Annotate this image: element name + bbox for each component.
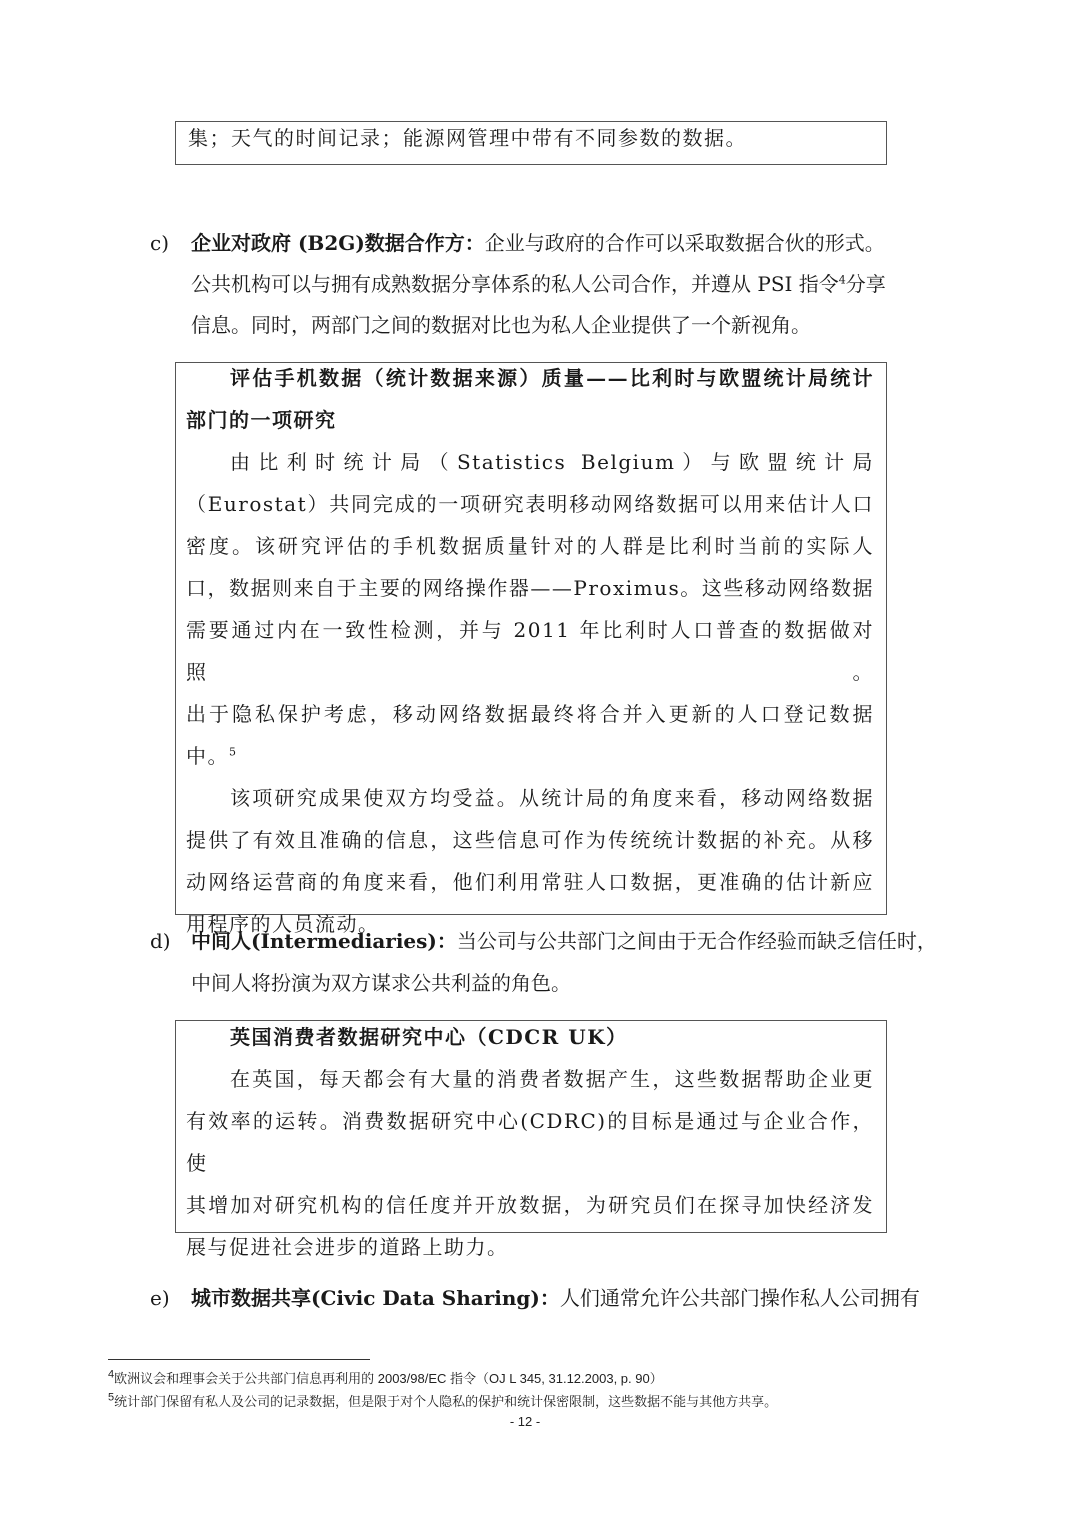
section-e-line-1: 城市数据共享(Civic Data Sharing)：人们通常允许公共部门操作私人公司拥有 [191,1286,920,1310]
case-text-line: 其增加对研究机构的信任度并开放数据，为研究员们在探寻加快经济发 [186,1193,874,1217]
case-text-line: 提供了有效且准确的信息，这些信息可作为传统统计数据的补充。从移 [186,828,874,852]
footnote-ref-5: 5 [229,745,238,759]
case-text-line: 展与促进社会进步的道路上助力。 [186,1235,509,1259]
case-box-belgium-content [186,357,874,945]
section-e-label: 城市数据共享(Civic Data Sharing)： [191,1286,560,1310]
case-text-line: 用程序的人员流动。 [186,912,380,936]
section-d-label: 中间人(Intermediaries)： [191,929,457,953]
section-d-line-2: 中间人将扮演为双方谋求公共利益的角色。 [191,971,571,995]
case-text-line: 密度。该研究评估的手机数据质量针对的人群是比利时当前的实际人 [186,534,874,558]
footnote-5: $^5$统计部门保留有私人及公司的记录数据，但是限于对个人隐私的保护和统计保密限制，这些数据不能与其他方共享。 [108,1391,778,1409]
text-box-top-content: 集；天气的时间记录；能源网管理中带有不同参数的数据。 [188,126,747,150]
case-text-line: 在英国，每天都会有大量的消费者数据产生，这些数据帮助企业更 [230,1067,874,1091]
case-text-line: 口，数据则来自于主要的网络操作器——Proximus。这些移动网络数据 [186,576,874,600]
footnote-ref-4: 4 [838,273,846,287]
section-c-label: 企业对政府 (B2G)数据合作方： [191,231,485,255]
case-title: 评估手机数据（统计数据来源）质量——比利时与欧盟统计局统计 [230,366,874,390]
section-c-line-3: 信息。同时，两部门之间的数据对比也为私人企业提供了一个新视角。 [191,313,811,337]
case-text-line: 需要通过内在一致性检测，并与 2011 年比利时人口普查的数据做对照。 [186,618,874,684]
case-text-line: （Eurostat）共同完成的一项研究表明移动网络数据可以用来估计人口 [186,492,874,516]
case-text-line: 有效率的运转。消费数据研究中心(CDRC)的目标是通过与企业合作，使 [186,1109,874,1175]
case-text-line: 出于隐私保护考虑，移动网络数据最终将合并入更新的人口登记数据 [186,702,874,726]
case-text-line: 动网络运营商的角度来看，他们利用常驻人口数据，更准确的估计新应 [186,870,874,894]
section-c-line-1 [191,222,885,264]
footnote-4: $^4$欧洲议会和理事会关于公共部门信息再利用的 2003/98/EC 指令（OJ L 345, 31.12.2003, p. 90） [108,1368,663,1386]
section-c-line-2: 公共机构可以与拥有成熟数据分享体系的私人公司合作，并遵从 PSI 指令$^4$分享 [191,272,886,296]
section-c-marker: c) [150,231,170,255]
case-text-line: 该项研究成果使双方均受益。从统计局的角度来看，移动网络数据 [230,786,874,810]
section-e-marker: e) [150,1286,170,1310]
case-text-line: 中。$^5$ [186,744,238,768]
case-text-line: 由比利时统计局（Statistics Belgium）与欧盟统计局 [230,450,874,474]
section-c-text-1: 企业与政府的合作可以采取数据合伙的形式。 [484,231,885,255]
case-box-cdrc-content [186,1016,874,1268]
section-d-line-1: 中间人(Intermediaries)：当公司与公共部门之间由于无合作经验而缺乏信任时， [191,929,937,953]
case-title: 英国消费者数据研究中心（CDCR UK） [230,1025,628,1049]
case-title-cont: 部门的一项研究 [186,408,337,432]
section-d-marker: d) [150,929,171,953]
page-number: - 12 - [509,1414,541,1429]
footnote-divider [108,1359,370,1360]
